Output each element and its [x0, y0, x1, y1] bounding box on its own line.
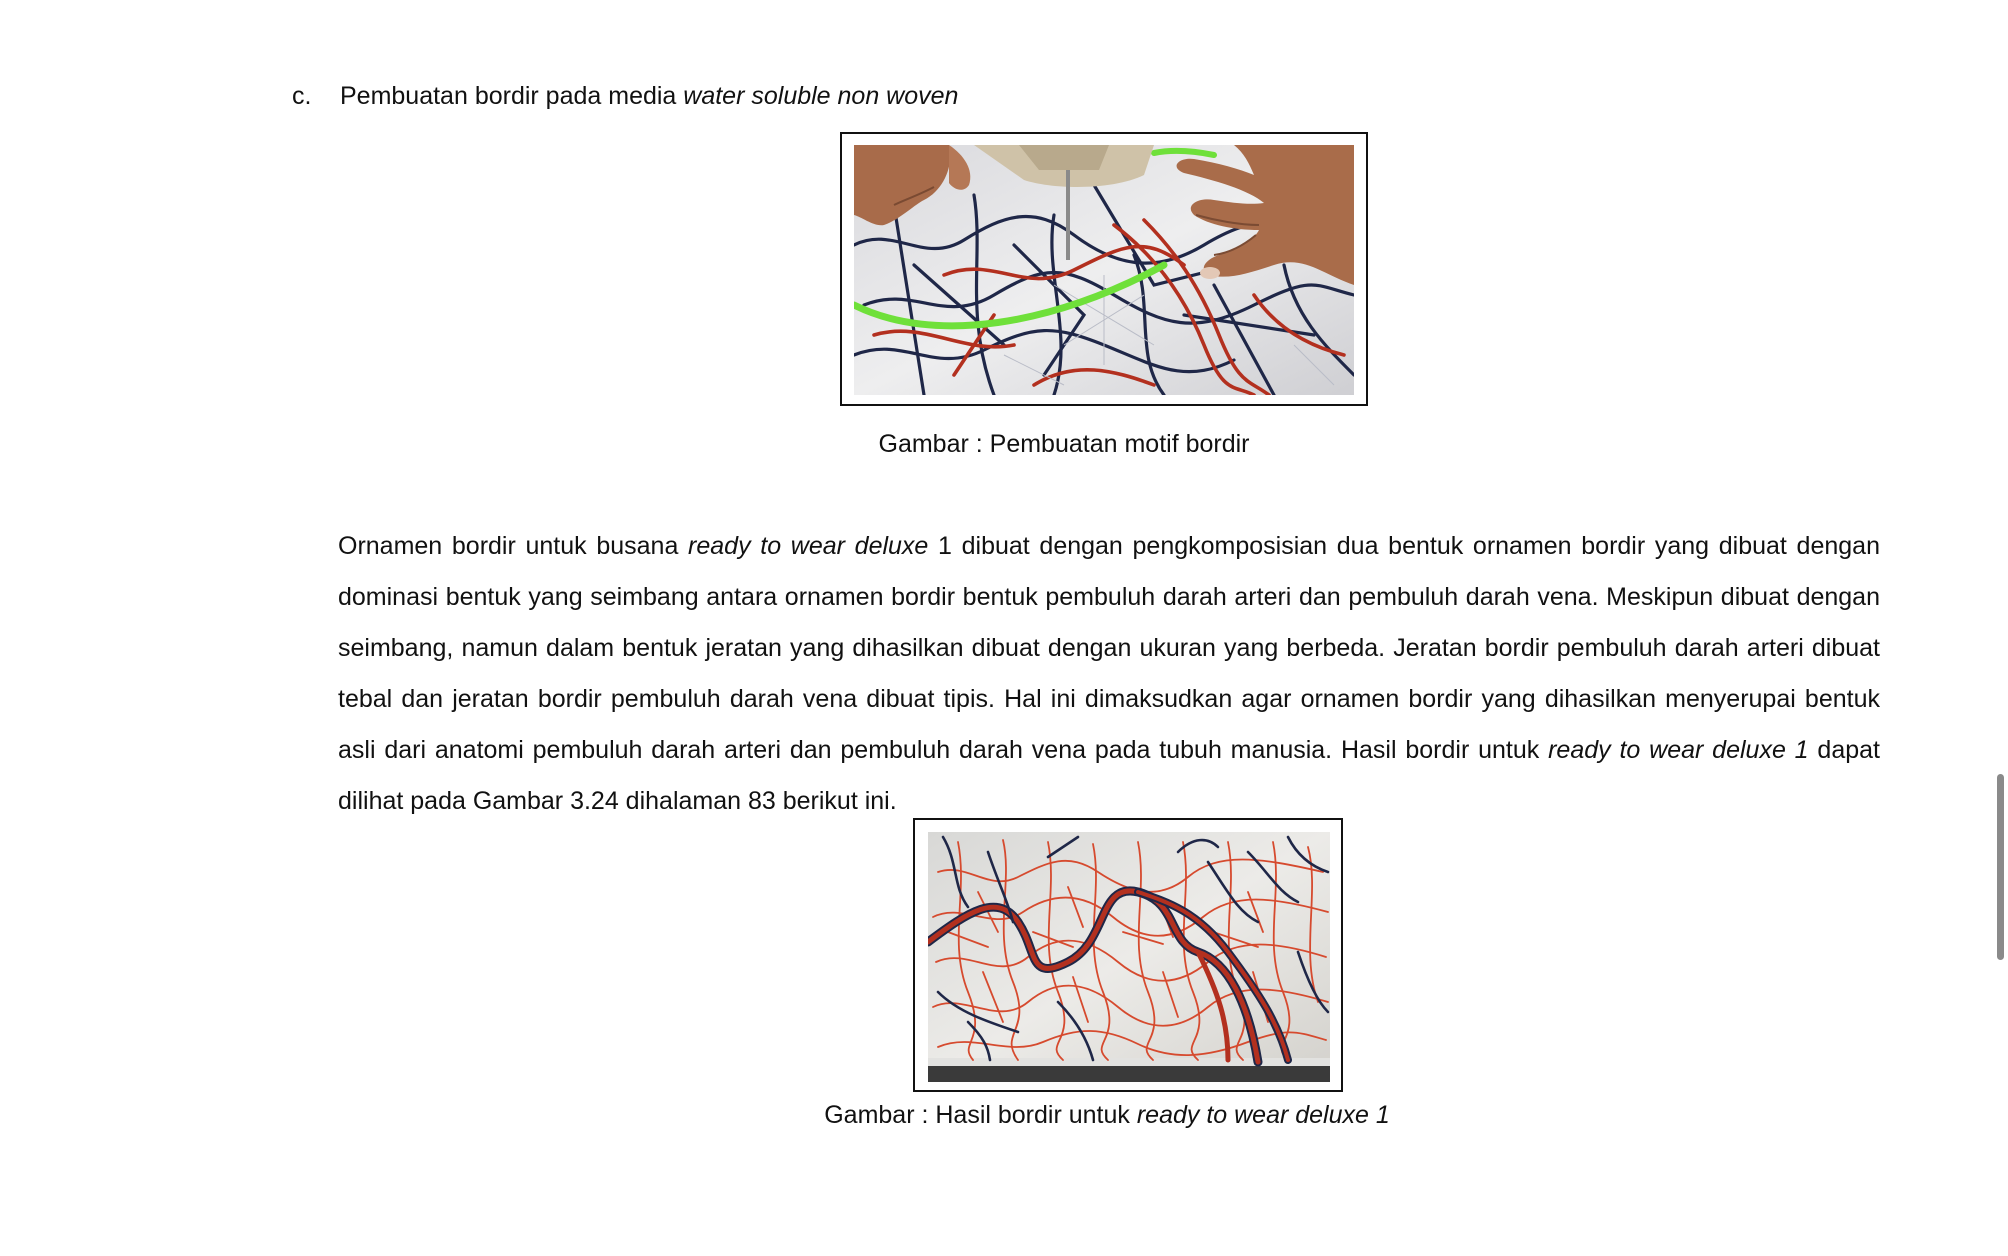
list-marker: c.: [292, 82, 312, 110]
figure2-caption-italic: ready to wear deluxe 1: [1136, 1101, 1390, 1129]
figure-embroidery-process: [840, 132, 1368, 406]
figure-embroidery-result: [913, 818, 1343, 1092]
section-title-plain: Pembuatan bordir pada media: [340, 82, 684, 110]
paragraph-italic: ready to wear deluxe 1: [1548, 736, 1809, 764]
figure2-caption: [0, 1098, 2008, 1132]
embroidery-photo-icon: [854, 145, 1354, 395]
paragraph-text: Ornamen bordir untuk busana: [338, 532, 689, 560]
embroidery-result-photo-icon: [928, 832, 1330, 1082]
figure1-caption: Gambar : Pembuatan motif bordir: [878, 430, 1250, 458]
section-heading: [292, 78, 958, 114]
figure2-caption-plain: Gambar : Hasil bordir untuk: [824, 1101, 1137, 1129]
paragraph-text: dapat dilihat pada Gambar 3.24 dihalaman 83 berikut ini.: [338, 736, 1880, 815]
body-paragraph: [338, 521, 1880, 827]
paragraph-italic: ready to wear deluxe: [688, 532, 929, 560]
section-title-italic: water soluble non woven: [683, 82, 959, 110]
vertical-scrollbar[interactable]: [1997, 774, 2004, 960]
paragraph-text: 1 dibuat dengan pengkomposisian dua bentuk ornamen bordir yang dibuat dengan dominasi bentuk yang seimbang antara ornamen bordir bentuk pembuluh darah arteri dan pembuluh darah vena. Meskipun dibuat dengan seimbang, namun dalam bentuk jeratan yang dihasilkan dibuat dengan ukuran yang berbeda. Jeratan bordir pembuluh darah arteri dibuat tebal dan jeratan bordir pembuluh darah vena dibuat tipis. Hal ini dimaksudkan agar ornamen bordir yang dihasilkan menyerupai bentuk asli dari anatomi pembuluh darah arteri dan pembuluh darah vena pada tubuh manusia. Hasil bordir untuk: [338, 532, 1880, 764]
